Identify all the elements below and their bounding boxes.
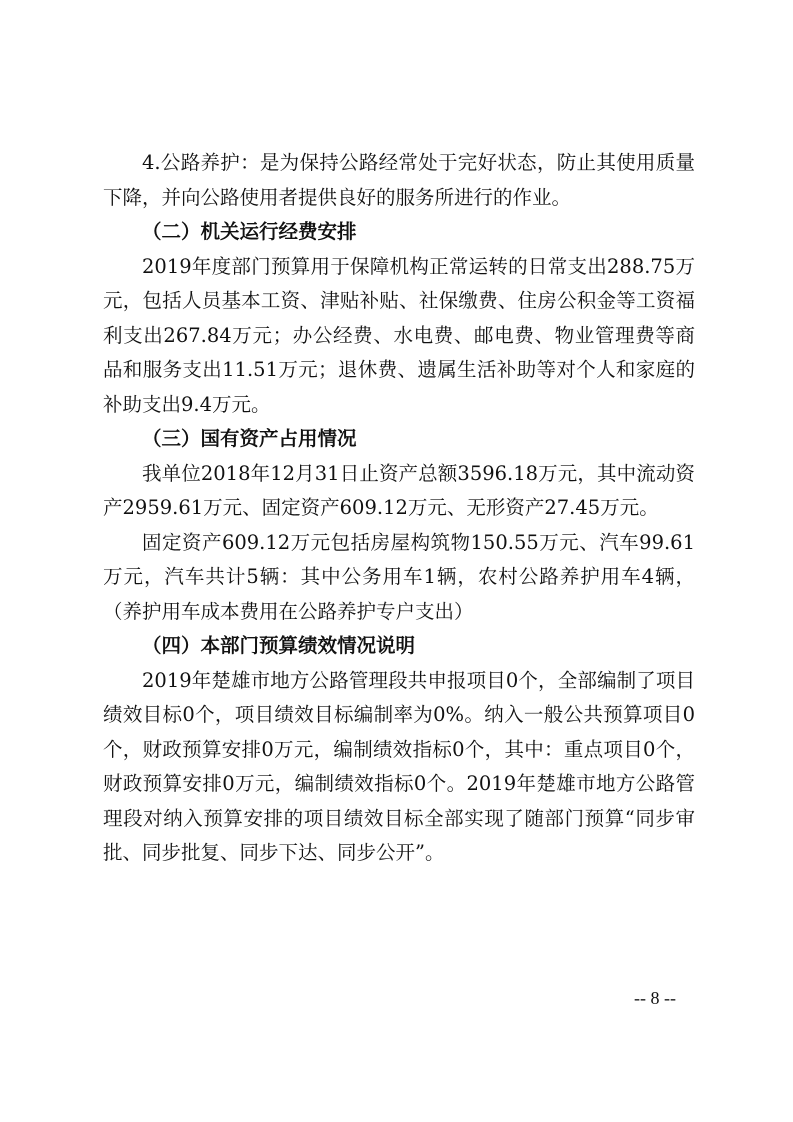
paragraph-total-assets: 我单位2018年12月31日止资产总额3596.18万元，其中流动资产2959.61万元、固定资产609.12万元、无形资产27.45万元。	[103, 461, 695, 519]
section-heading-operating-funds: （二）机关运行经费安排	[142, 220, 357, 243]
page-number: -- 8 --	[634, 988, 676, 1008]
section-heading-state-assets: （三）国有资产占用情况	[142, 427, 357, 450]
paragraph-road-maintenance: 4.公路养护：是为保持公路经常处于完好状态，防止其使用质量下降，并向公路使用者提供良好的服务所进行的作业。	[103, 151, 695, 209]
document-body	[103, 146, 695, 871]
paragraph-performance: 2019年楚雄市地方公路管理段共申报项目0个，全部编制了项目绩效目标0个，项目绩效目标编制率为0%。纳入一般公共预算项目0个，财政预算安排0万元，编制绩效指标0个，其中：重点项目0个，财政预算安排0万元，编制绩效指标0个。2019年楚雄市地方公路管理段对纳入预算安排的项目绩效目标全部实现了随部门预算“同步审批、同步批复、同步下达、同步公开”。	[103, 668, 695, 864]
section-heading-performance: （四）本部门预算绩效情况说明	[142, 634, 416, 657]
paragraph-operating-funds: 2019年度部门预算用于保障机构正常运转的日常支出288.75万元，包括人员基本工资、津贴补贴、社保缴费、住房公积金等工资福利支出267.84万元；办公经费、水电费、邮电费、物业管理费等商品和服务支出11.51万元；退休费、遗属生活补助等对个人和家庭的补助支出9.4万元。	[103, 254, 695, 416]
paragraph-fixed-assets: 固定资产609.12万元包括房屋构筑物150.55万元、汽车99.61万元，汽车共计5辆：其中公务用车1辆，农村公路养护用车4辆，（养护用车成本费用在公路养护专户支出）	[103, 530, 695, 623]
